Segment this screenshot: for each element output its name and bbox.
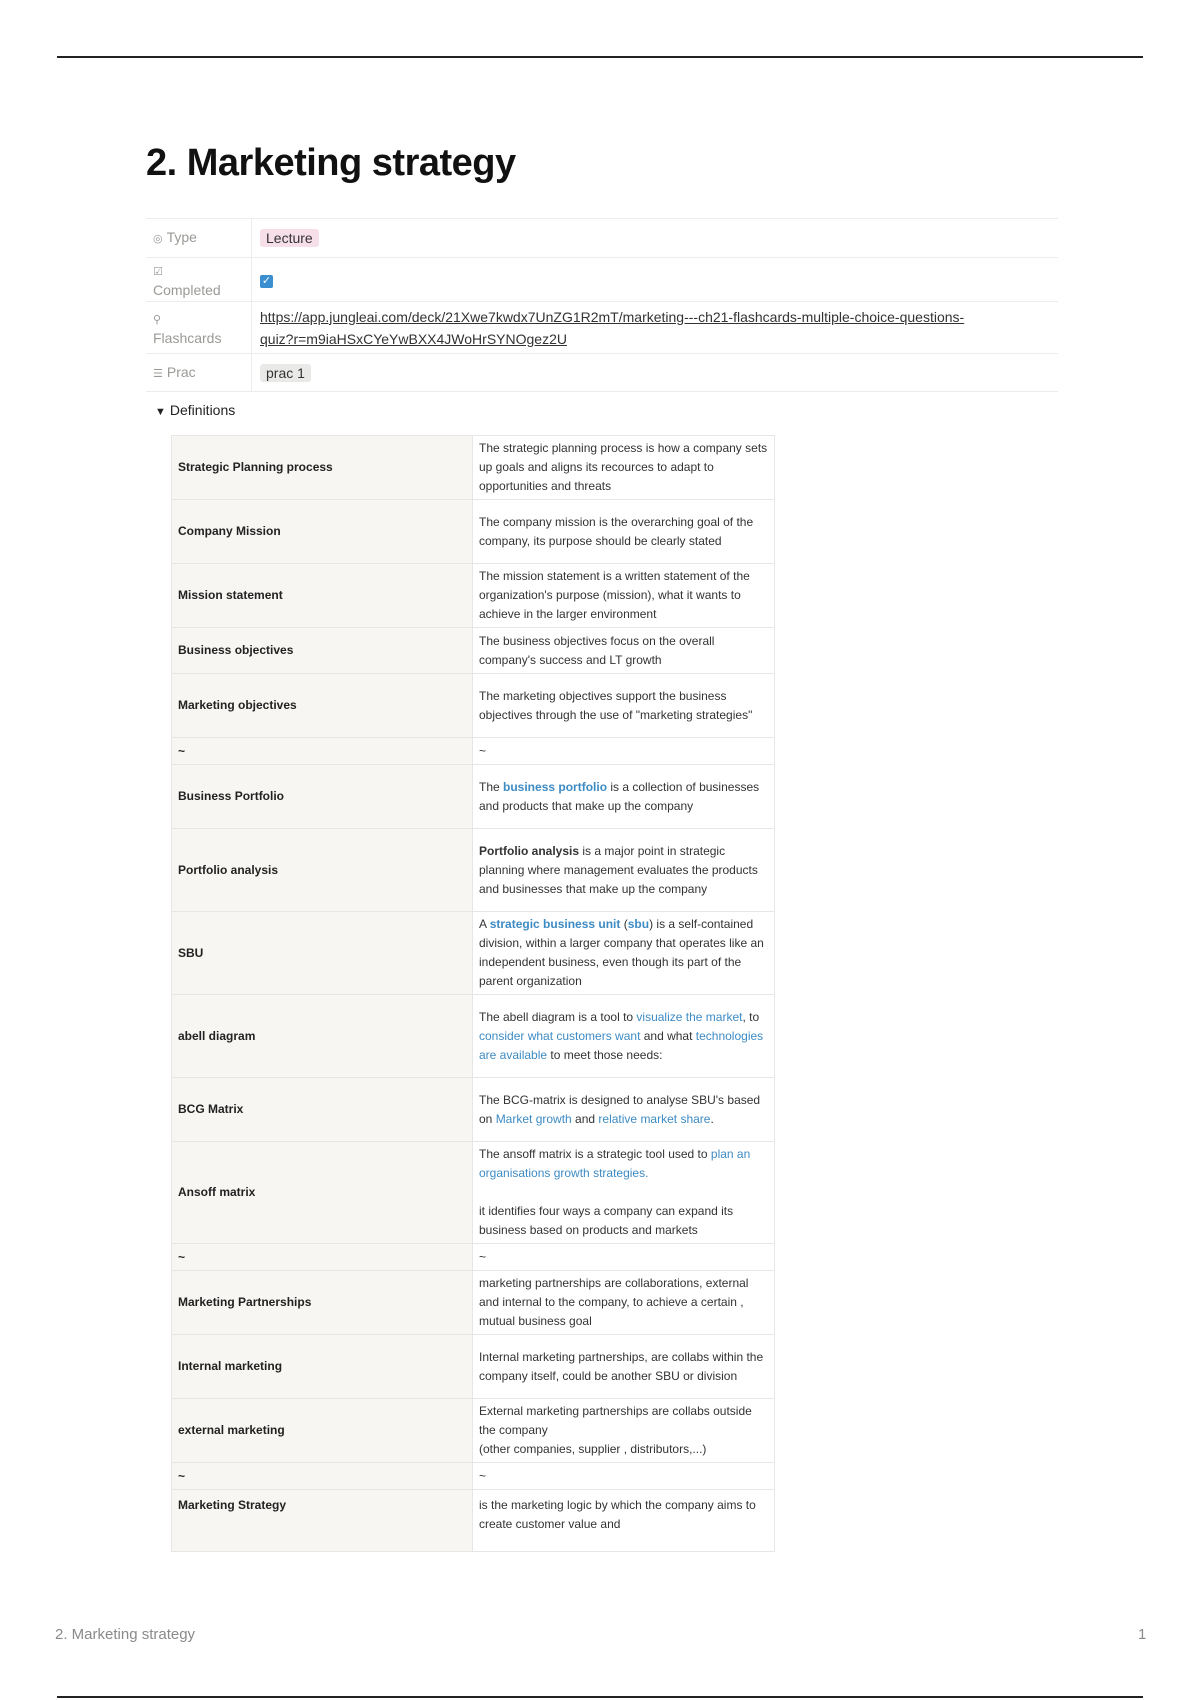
term-cell: Business Portfolio xyxy=(172,765,473,829)
text-span: and what xyxy=(640,1028,696,1043)
table-row xyxy=(172,765,775,829)
table-row xyxy=(172,436,775,500)
definitions-toggle-label: Definitions xyxy=(169,402,236,418)
text-span: External marketing partnerships are collabs outside the company xyxy=(479,1404,752,1437)
definitions-toggle[interactable] xyxy=(155,402,235,418)
table-row xyxy=(172,1078,775,1142)
definition-cell xyxy=(473,912,775,995)
text-span: A xyxy=(479,917,490,931)
definition-cell: The strategic planning process is how a company sets up goals and aligns its recources to adapt to opportunities and threats xyxy=(473,436,775,500)
link-icon: ⚲ xyxy=(153,313,162,326)
term-cell: abell diagram xyxy=(172,995,473,1078)
text-span: The BCG-matrix is designed to analyse SBU's based on xyxy=(479,1092,761,1126)
property-row-prac xyxy=(146,354,1058,392)
definition-cell: ~ xyxy=(473,738,775,765)
highlight-text: sbu xyxy=(627,917,650,931)
term-cell: Ansoff matrix xyxy=(172,1142,473,1244)
highlight-text: plan an organisations growth strategies. xyxy=(479,1147,751,1180)
term-cell: ~ xyxy=(172,738,473,765)
table-row xyxy=(172,912,775,995)
text-span: and xyxy=(571,1111,599,1126)
property-label-completed: Completed xyxy=(153,281,221,298)
table-row xyxy=(172,564,775,628)
list-icon: ☰ xyxy=(153,367,163,380)
property-label-flashcards: Flashcards xyxy=(153,329,222,346)
text-span: is a major point in strategic planning where management evaluates the products and businesses that make up the company xyxy=(479,843,758,896)
term-cell: SBU xyxy=(172,912,473,995)
target-icon: ◎ xyxy=(153,233,163,245)
definition-cell xyxy=(473,1399,775,1463)
table-row xyxy=(172,500,775,564)
property-label-prac: Prac xyxy=(166,363,196,380)
term-cell: Company Mission xyxy=(172,500,473,564)
term-cell: BCG Matrix xyxy=(172,1078,473,1142)
text-span: (other companies, supplier , distributors,...) xyxy=(479,1442,707,1456)
definition-cell xyxy=(473,995,775,1078)
definition-cell: The marketing objectives support the business objectives through the use of "marketing strategies" xyxy=(473,674,775,738)
flashcards-url-line1: https://app.jungleai.com/deck/21Xwe7kwdx7UnZG1R2mT/marketing---ch21-flashcards-multiple-choice-questions- xyxy=(260,308,965,325)
text-span: to meet those needs: xyxy=(547,1047,663,1062)
text-span: . xyxy=(710,1111,714,1126)
highlight-text: visualize the market xyxy=(636,1009,743,1024)
text-span: , to xyxy=(742,1009,760,1024)
table-row xyxy=(172,1490,775,1552)
text-span: The xyxy=(479,779,504,794)
type-tag[interactable]: Lecture xyxy=(260,229,319,247)
definition-cell: The company mission is the overarching goal of the company, its purpose should be clearly stated xyxy=(473,500,775,564)
term-cell: ~ xyxy=(172,1463,473,1490)
definition-cell xyxy=(473,829,775,912)
definition-cell: Internal marketing partnerships, are collabs within the company itself, could be another SBU or division xyxy=(473,1335,775,1399)
table-row xyxy=(172,1271,775,1335)
text-span: it identifies four ways a company can expand its business based on products and markets xyxy=(479,1204,734,1237)
term-cell: Internal marketing xyxy=(172,1335,473,1399)
highlight-text: strategic business unit xyxy=(489,917,621,931)
page-title: 2. Marketing strategy xyxy=(146,142,516,184)
term-cell: Strategic Planning process xyxy=(172,436,473,500)
text-span: The ansoff matrix is a strategic tool used to xyxy=(479,1147,711,1161)
definition-cell: The business objectives focus on the overall company's success and LT growth xyxy=(473,628,775,674)
flashcards-url-line2: quiz?r=m9iaHSxCYeYwBXX4JWoHrSYNOgez2U xyxy=(260,330,567,347)
checkbox-icon: ☑ xyxy=(153,265,163,278)
definition-cell: is the marketing logic by which the company aims to create customer value and xyxy=(473,1490,775,1552)
definition-cell: ~ xyxy=(473,1463,775,1490)
term-cell: Marketing Partnerships xyxy=(172,1271,473,1335)
definition-cell xyxy=(473,765,775,829)
table-row xyxy=(172,628,775,674)
definition-cell: ~ xyxy=(473,1244,775,1271)
table-row xyxy=(172,674,775,738)
highlight-text: Market growth xyxy=(495,1111,572,1126)
table-row xyxy=(172,829,775,912)
term-cell: Business objectives xyxy=(172,628,473,674)
prac-tag[interactable]: prac 1 xyxy=(260,364,311,382)
definition-cell xyxy=(473,1142,775,1244)
definitions-table xyxy=(171,435,775,1552)
term-cell: Marketing Strategy xyxy=(172,1490,473,1552)
table-row xyxy=(172,1399,775,1463)
table-row xyxy=(172,995,775,1078)
footer-title: 2. Marketing strategy xyxy=(55,1626,196,1643)
bold-text: Portfolio analysis xyxy=(479,843,580,858)
table-row xyxy=(172,1463,775,1490)
term-cell: Mission statement xyxy=(172,564,473,628)
highlight-text: technologies are available xyxy=(479,1028,764,1062)
text-span: The abell diagram is a tool to xyxy=(479,1009,637,1024)
table-row xyxy=(172,1335,775,1399)
property-row-type xyxy=(146,219,1058,258)
bottom-rule xyxy=(57,1696,1143,1698)
completed-checkbox[interactable]: ✓ xyxy=(261,275,272,287)
highlight-text: business portfolio xyxy=(503,779,608,794)
text-span: ) is a self-contained division, within a larger company that operates like an independent business, even though its part of the parent organization xyxy=(479,917,764,988)
top-rule xyxy=(57,56,1143,58)
page-number: 1 xyxy=(1138,1626,1147,1643)
property-row-completed xyxy=(146,258,1058,302)
triangle-down-icon: ▼ xyxy=(155,406,166,418)
flashcards-link[interactable] xyxy=(260,309,964,347)
property-label-type: Type xyxy=(166,229,197,245)
term-cell: Portfolio analysis xyxy=(172,829,473,912)
definition-cell: marketing partnerships are collaborations, external and internal to the company, to achieve a certain , mutual business goal xyxy=(473,1271,775,1335)
term-cell: ~ xyxy=(172,1244,473,1271)
term-cell: Marketing objectives xyxy=(172,674,473,738)
highlight-text: relative market share xyxy=(598,1111,711,1126)
definition-cell: The mission statement is a written statement of the organization's purpose (mission), what it wants to achieve in the larger environment xyxy=(473,564,775,628)
definition-cell xyxy=(473,1078,775,1142)
text-span: is a collection of businesses and products that make up the company xyxy=(479,779,760,813)
table-row xyxy=(172,738,775,765)
highlight-text: consider what customers want xyxy=(479,1028,641,1043)
text-span: ( xyxy=(620,917,628,931)
table-row xyxy=(172,1142,775,1244)
property-row-flashcards xyxy=(146,302,1058,354)
term-cell: external marketing xyxy=(172,1399,473,1463)
table-row xyxy=(172,1244,775,1271)
properties-table xyxy=(146,218,1058,392)
